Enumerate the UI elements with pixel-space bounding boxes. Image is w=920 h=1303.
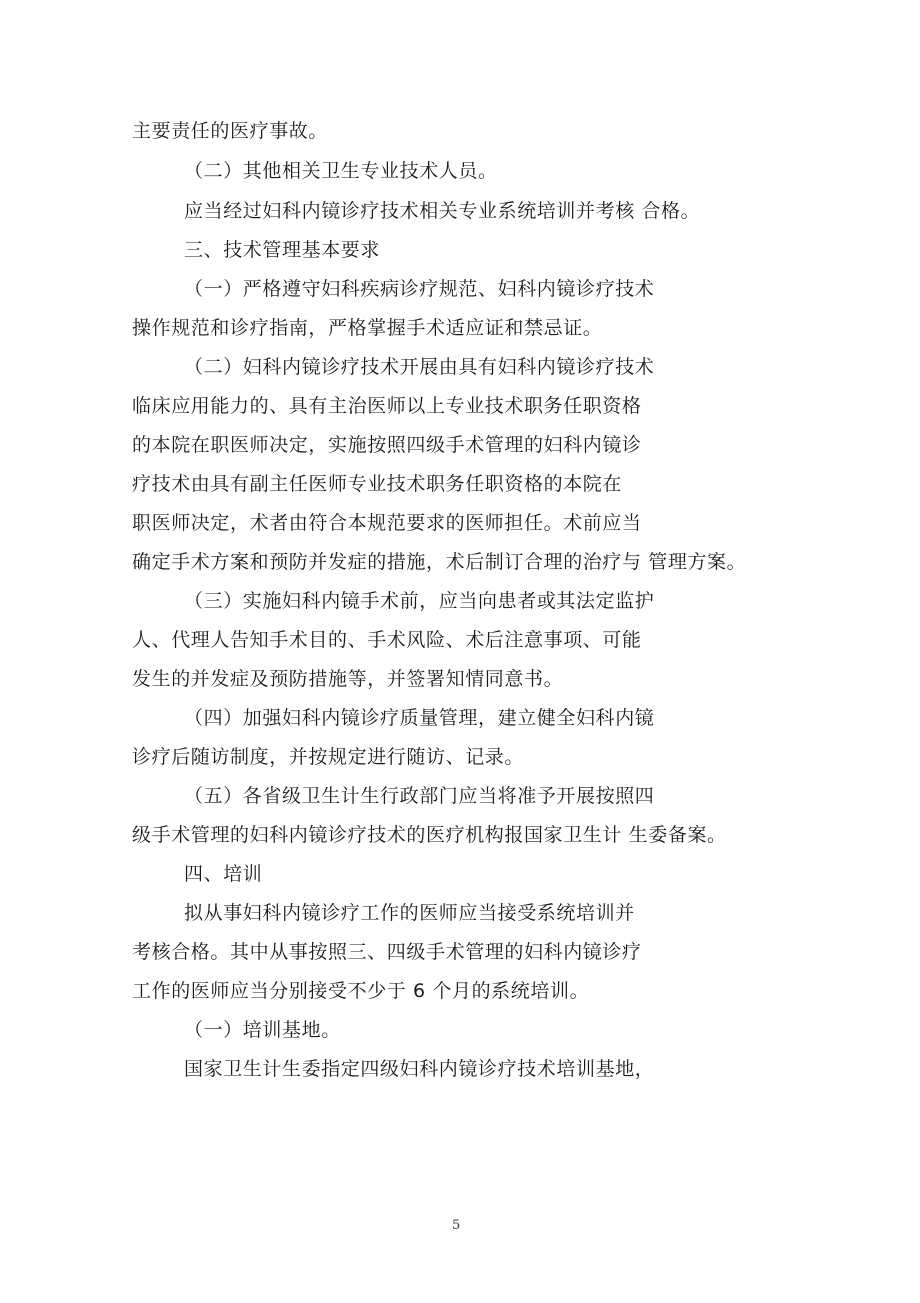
- text-line: 工作的医师应当分别接受不少于 6 个月的系统培训。: [132, 980, 590, 1002]
- text-line: 拟从事妇科内镜诊疗工作的医师应当接受系统培训并: [184, 902, 635, 924]
- text-line: 疗技术由具有副主任医师专业技术职务任职资格的本院在: [132, 473, 623, 495]
- section-heading: 四、培训: [184, 863, 263, 885]
- text-line: 临床应用能力的、具有主治医师以上专业技术职务任职资格: [132, 395, 642, 417]
- text-line: 主要责任的医疗事故。: [132, 120, 329, 142]
- text-line: 发生的并发症及预防措施等，并签署知情同意书。: [132, 668, 564, 690]
- text-line: 考核合格。其中从事按照三、四级手术管理的妇科内镜诊疗: [132, 941, 642, 963]
- text-line: （三）实施妇科内镜手术前，应当向患者或其法定监护: [184, 590, 655, 612]
- section-heading: 三、技术管理基本要求: [184, 239, 381, 261]
- text-line: 操作规范和诊疗指南，严格掌握手术适应证和禁忌证。: [132, 317, 603, 339]
- text-line: （二）其他相关卫生专业技术人员。: [184, 160, 498, 182]
- page-number: 5: [452, 1218, 461, 1233]
- text-line: 应当经过妇科内镜诊疗技术相关专业系统培训并考核 合格。: [184, 200, 701, 222]
- text-line: （一）培训基地。: [184, 1019, 341, 1041]
- text-line: 人、代理人告知手术目的、手术风险、术后注意事项、可能: [132, 629, 642, 651]
- text-line: 国家卫生计生委指定四级妇科内镜诊疗技术培训基地，: [184, 1058, 655, 1080]
- text-line: 职医师决定，术者由符合本规范要求的医师担任。术前应当: [132, 512, 642, 534]
- text-line: 确定手术方案和预防并发症的措施，术后制订合理的治疗与 管理方案。: [132, 551, 747, 573]
- text-line: （二）妇科内镜诊疗技术开展由具有妇科内镜诊疗技术: [184, 356, 655, 378]
- text-line: 诊疗后随访制度，并按规定进行随访、记录。: [132, 746, 525, 768]
- text-line: 级手术管理的妇科内镜诊疗技术的医疗机构报国家卫生计 生委备案。: [132, 824, 727, 846]
- text-line: 的本院在职医师决定，实施按照四级手术管理的妇科内镜诊: [132, 434, 642, 456]
- text-line: （四）加强妇科内镜诊疗质量管理，建立健全妇科内镜: [184, 707, 655, 729]
- text-line: （一）严格遵守妇科疾病诊疗规范、妇科内镜诊疗技术: [184, 278, 655, 300]
- text-line: （五）各省级卫生计生行政部门应当将准予开展按照四: [184, 785, 655, 807]
